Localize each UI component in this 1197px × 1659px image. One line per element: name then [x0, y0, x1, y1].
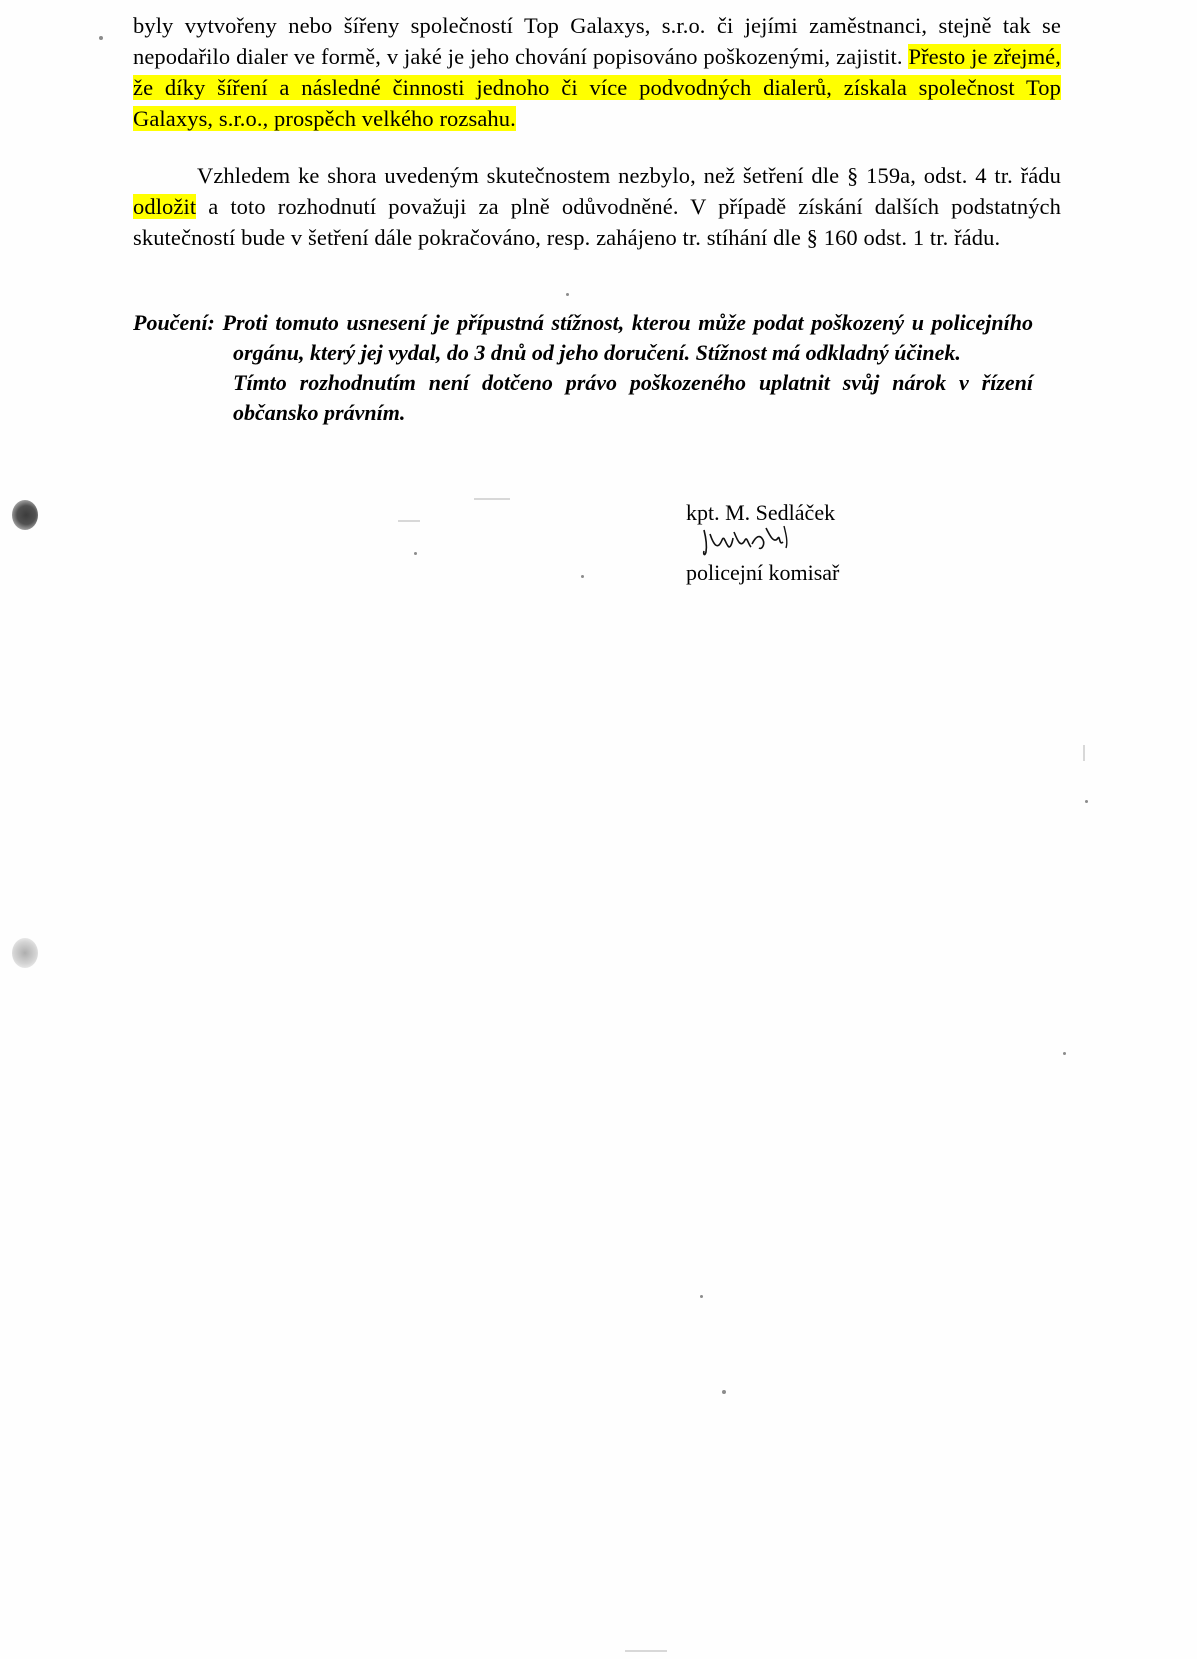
paragraph-second-text-after: a toto rozhodnutí považuji za plně odůvodněné. V případě získání dalších podstatných skutečností bude v šetření dále pokračováno, resp. zahájeno tr. stíhání dle § 160 odst. 1 tr. řádu.	[133, 194, 1061, 250]
signatory-name: kpt. M. Sedláček	[686, 500, 836, 525]
scan-smudge	[398, 520, 420, 522]
scan-speck	[566, 293, 569, 296]
instruction-label: Poučení:	[133, 310, 215, 335]
punch-hole-artifact-top	[12, 500, 38, 530]
paragraph-spacer	[133, 134, 1061, 160]
scan-speck	[414, 552, 417, 555]
instruction-paragraph-2: Tímto rozhodnutím není dotčeno právo poškozeného uplatnit svůj nárok v řízení občansko právním.	[233, 370, 1033, 425]
scan-speck	[581, 575, 584, 578]
document-body	[133, 10, 1061, 253]
paragraph-top	[133, 10, 1061, 134]
scan-smudge	[625, 1650, 667, 1652]
instruction-section	[133, 308, 1033, 428]
punch-hole-artifact-bottom	[12, 938, 38, 968]
instruction-paragraph-1	[133, 308, 1033, 368]
signatory-role: policejní komisař	[686, 560, 840, 585]
paragraph-top-text-highlighted: Přesto je zřejmé, že díky šíření a následné činnosti jednoho či více podvodných dialerů, získala společnost Top Galaxys, s.r.o., prospěch velkého rozsahu.	[133, 44, 1061, 131]
scan-speck	[700, 1295, 703, 1298]
scan-speck	[99, 36, 103, 40]
scan-speck	[1063, 1052, 1066, 1055]
paragraph-top-text-plain: byly vytvořeny nebo šířeny společností Top Galaxys, s.r.o. či jejími zaměstnanci, stejně tak se nepodařilo dialer ve formě, v jaké je jeho chování popisováno poškozenými, zajistit.	[133, 13, 1061, 69]
scan-smudge	[474, 498, 510, 500]
scan-smudge	[1083, 745, 1085, 761]
scan-speck	[1085, 800, 1088, 803]
paragraph-second-text-before: Vzhledem ke shora uvedeným skutečnostem nezbylo, než šetření dle § 159a, odst. 4 tr. řádu	[197, 163, 1061, 188]
instruction-text-1: Proti tomuto usnesení je přípustná stížnost, kterou může podat poškozený u policejního orgánu, který jej vydal, do 3 dnů od jeho doručení. Stížnost má odkladný účinek.	[222, 310, 1033, 365]
scan-speck	[722, 1390, 726, 1394]
paragraph-second-highlighted-word: odložit	[133, 194, 197, 219]
paragraph-second	[133, 160, 1061, 253]
signature-block	[686, 498, 986, 588]
